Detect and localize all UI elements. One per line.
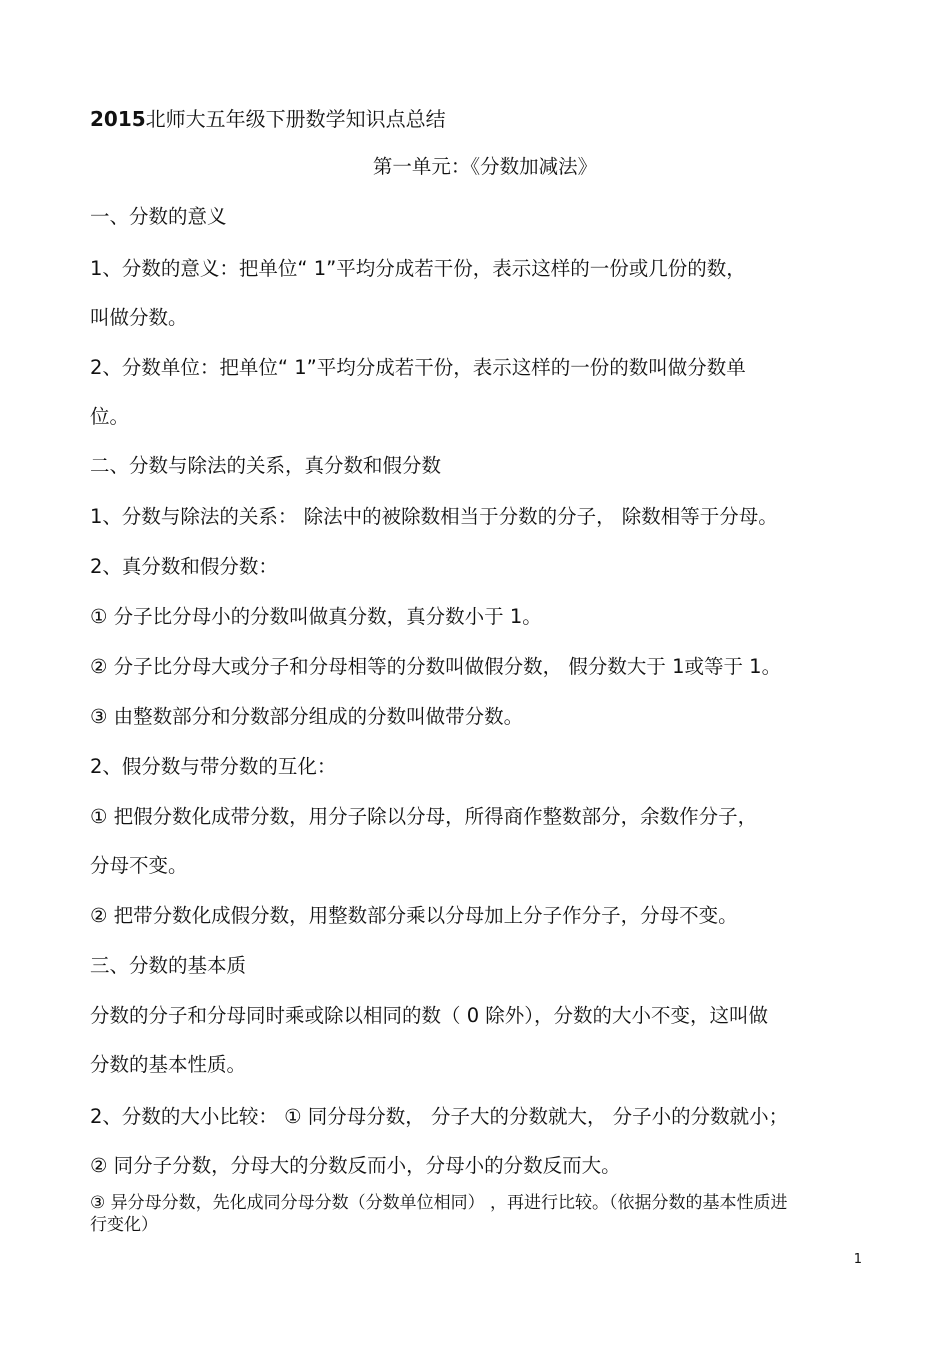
list-item: ③ 由整数部分和分数部分组成的分数叫做带分数。 <box>90 705 524 728</box>
paragraph-line: 位。 <box>90 405 130 428</box>
section-heading-2: 二、分数与除法的关系，真分数和假分数 <box>90 454 442 477</box>
paragraph-line: 叫做分数。 <box>90 306 188 329</box>
page-number: 1 <box>853 1252 862 1267</box>
paragraph-line: 2、假分数与带分数的互化： <box>90 755 337 778</box>
paragraph-line-small: 行变化） <box>90 1215 158 1235</box>
list-item-small: ③ 异分母分数，先化成同分母分数（分数单位相同） ，再进行比较。（依据分数的基本性质进 <box>90 1193 788 1213</box>
document-title <box>90 106 446 132</box>
section-heading-1: 一、分数的意义 <box>90 205 227 228</box>
title-text: 北师大五年级下册数学知识点总结 <box>145 107 446 131</box>
paragraph-line: 1、分数与除法的关系： 除法中的被除数相当于分数的分子， 除数相等于分母。 <box>90 505 778 528</box>
list-item: ① 分子比分母小的分数叫做真分数，真分数小于 1。 <box>90 605 542 628</box>
title-year: 2015 <box>90 107 146 131</box>
paragraph-line: 1、分数的意义：把单位“ 1”平均分成若干份，表示这样的一份或几份的数， <box>90 257 746 280</box>
section-heading-3: 三、分数的基本质 <box>90 954 247 977</box>
paragraph-line: 分数的分子和分母同时乘或除以相同的数（ 0 除外），分数的大小不变，这叫做 <box>90 1004 769 1027</box>
paragraph-line: 分数的基本性质。 <box>90 1053 247 1076</box>
paragraph-line: 分母不变。 <box>90 854 188 877</box>
list-item: ② 同分子分数，分母大的分数反而小，分母小的分数反而大。 <box>90 1154 621 1177</box>
list-item: ② 把带分数化成假分数，用整数部分乘以分母加上分子作分子，分母不变。 <box>90 904 738 927</box>
unit-heading: 第一单元：《分数加减法》 <box>372 155 598 178</box>
list-item: ① 把假分数化成带分数，用分子除以分母，所得商作整数部分，余数作分子， <box>90 805 758 828</box>
list-item: ② 分子比分母大或分子和分母相等的分数叫做假分数， 假分数大于 1或等于 1。 <box>90 655 782 678</box>
paragraph-line: 2、分数的大小比较： ① 同分母分数， 分子大的分数就大， 分子小的分数就小； <box>90 1105 789 1128</box>
paragraph-line: 2、分数单位：把单位“ 1”平均分成若干份，表示这样的一份的数叫做分数单 <box>90 356 746 379</box>
paragraph-line: 2、真分数和假分数： <box>90 555 278 578</box>
